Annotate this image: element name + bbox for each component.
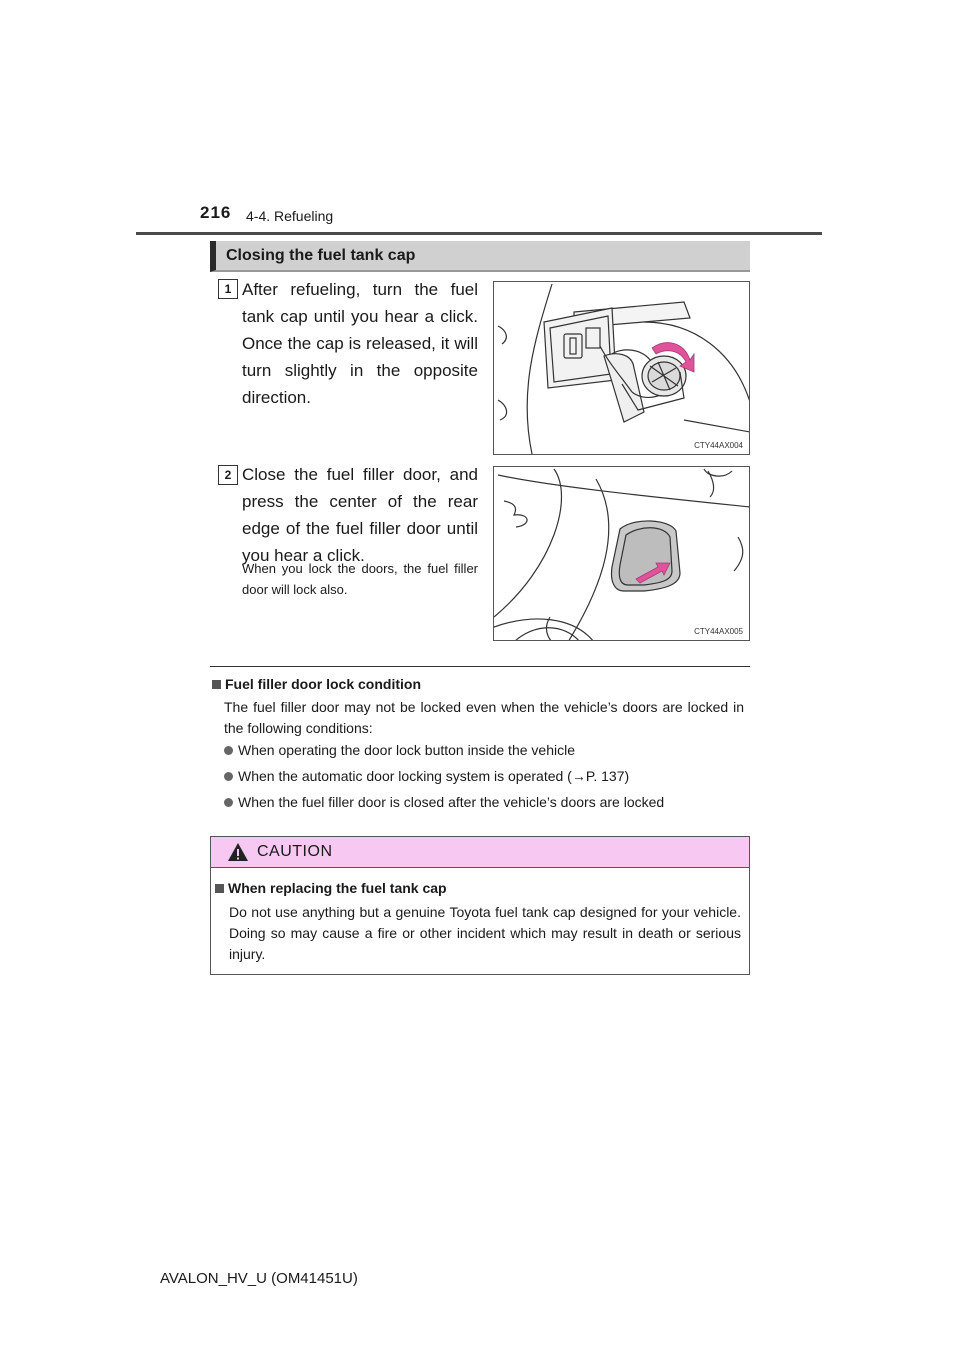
fuel-door-figure — [493, 466, 750, 641]
fuel-cap-figure — [493, 281, 750, 455]
bullet-icon — [224, 772, 233, 781]
figure-code: CTY44AX004 — [694, 441, 743, 450]
section-title: 4-4. Refueling — [246, 208, 334, 224]
lock-condition-heading — [212, 676, 421, 692]
step-2-note: When you lock the doors, the fuel filler door will lock also. — [242, 561, 478, 597]
section-divider — [210, 666, 750, 667]
caution-box — [210, 836, 750, 975]
lock-condition-heading-text: Fuel filler door lock condition — [225, 676, 422, 692]
caution-heading-text: When replacing the fuel tank cap — [228, 880, 447, 896]
list-item-text: When the automatic door locking system is operated (→P. 137) — [238, 768, 630, 784]
list-item-text: When the fuel filler door is closed after the vehicle’s doors are locked — [238, 794, 665, 810]
caution-header — [211, 837, 749, 868]
caution-body: Do not use anything but a genuine Toyota fuel tank cap designed for your vehicle. Doing so may cause a fire or other incident which may result in death or serious injury. — [229, 904, 741, 962]
caution-heading — [215, 880, 447, 896]
caution-title: CAUTION — [257, 843, 333, 860]
list-item — [224, 768, 629, 784]
step-1-number: 1 — [218, 279, 238, 299]
list-item-text: When operating the door lock button inside the vehicle — [238, 742, 575, 758]
figure-code: CTY44AX005 — [694, 627, 743, 636]
lock-condition-body: The fuel filler door may not be locked even when the vehicle’s doors are locked in the following conditions: — [224, 699, 744, 736]
fuel-cap-illustration — [494, 282, 750, 455]
list-item — [224, 794, 664, 810]
step-2-text: Close the fuel filler door, and press the center of the rear edge of the fuel filler door until you hear a click. — [242, 465, 478, 565]
list-item — [224, 742, 575, 758]
fuel-door-illustration — [494, 467, 750, 641]
square-bullet-icon — [212, 680, 221, 689]
step-1-text: After refueling, turn the fuel tank cap until you hear a click. Once the cap is released, it will turn slightly in the opposite direction. — [242, 280, 478, 407]
bullet-icon — [224, 746, 233, 755]
step-2-number: 2 — [218, 465, 238, 485]
warning-triangle-icon — [227, 842, 249, 862]
bullet-icon — [224, 798, 233, 807]
section-heading — [210, 241, 750, 272]
header-rule — [136, 232, 822, 235]
square-bullet-icon — [215, 884, 224, 893]
section-heading-text: Closing the fuel tank cap — [226, 247, 416, 264]
page-number: 216 — [200, 203, 232, 222]
page-footer: AVALON_HV_U (OM41451U) — [160, 1270, 358, 1287]
